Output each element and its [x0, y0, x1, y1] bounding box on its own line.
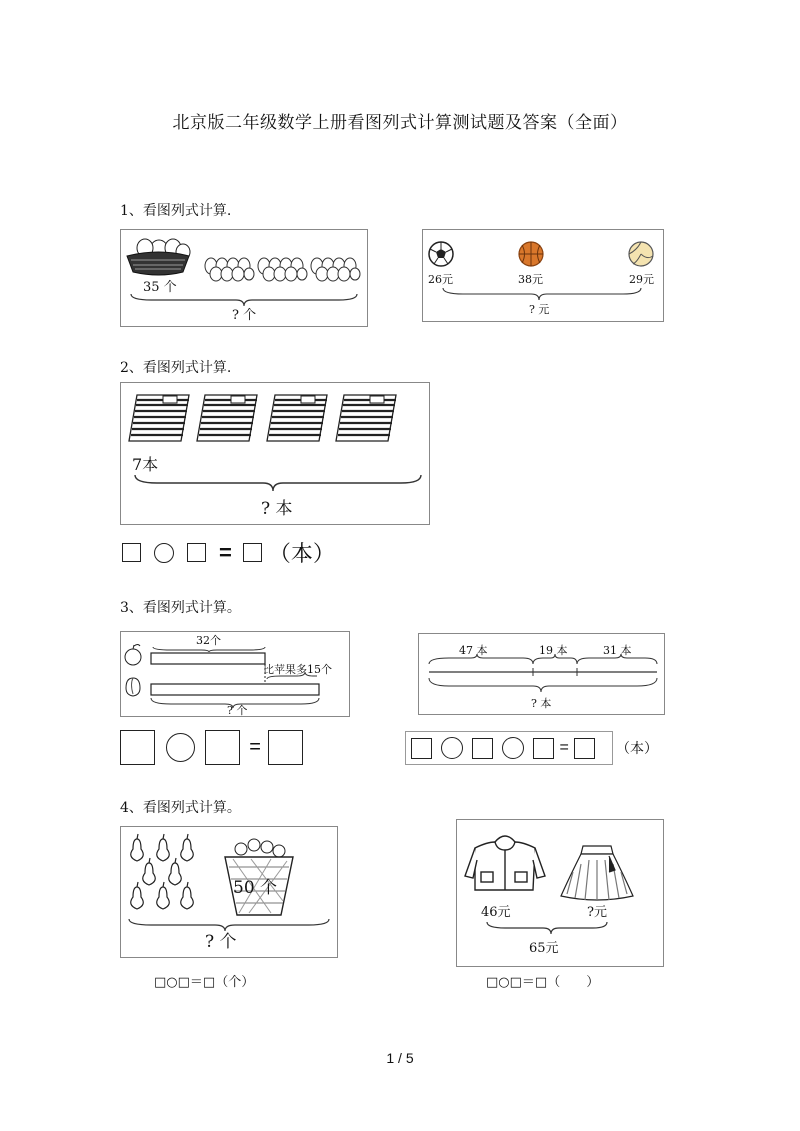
q4-right-total: 65元	[529, 941, 559, 956]
basketball-icon	[519, 242, 543, 266]
brace-icon	[443, 288, 641, 300]
q4-right-figure	[456, 819, 664, 967]
answer-box[interactable]	[243, 543, 262, 562]
price-label: 29元	[629, 273, 654, 286]
answer-box[interactable]	[120, 730, 155, 765]
q3-right-figure	[418, 633, 665, 715]
brace-icon	[131, 294, 357, 306]
coat-icon	[465, 836, 545, 890]
peach-bar	[151, 684, 319, 695]
q1-left-figure	[120, 229, 368, 327]
volleyball-icon	[629, 242, 653, 266]
q3-right-unit: （本）	[616, 741, 658, 757]
operator-circle[interactable]	[154, 543, 174, 563]
segment-label: 31 本	[603, 644, 632, 657]
soccer-ball-icon	[429, 242, 453, 266]
page-number: 1 / 5	[386, 1050, 414, 1066]
brace-icon	[429, 678, 657, 692]
q4-basket-label: 50 个	[233, 878, 278, 898]
egg-group-icon	[205, 258, 254, 281]
answer-box[interactable]	[472, 738, 493, 759]
q3-top-label: 32个	[196, 634, 221, 647]
q4-coat-price: 46元	[481, 905, 511, 920]
question-3-label: 3、看图列式计算。	[120, 600, 241, 616]
answer-box[interactable]	[268, 730, 303, 765]
answer-box[interactable]	[574, 738, 595, 759]
skirt-icon	[561, 846, 633, 900]
pear-group-icon	[131, 834, 194, 909]
page-title: 北京版二年级数学上册看图列式计算测试题及答案（全面）	[172, 113, 628, 133]
apple-icon	[125, 645, 141, 666]
q4-left-total: ? 个	[205, 932, 237, 952]
q1-count-label: 35 个	[143, 280, 177, 295]
q3-right-formula-frame	[405, 731, 613, 765]
apple-bar	[151, 653, 265, 664]
q4-right-formula: □○□＝□（ ）	[486, 975, 600, 990]
q1-eggs-illustration	[121, 230, 367, 326]
segment-label: 19 本	[539, 644, 568, 657]
q4-left-formula: □○□＝□（个）	[154, 975, 255, 990]
book-stack-icon	[336, 395, 396, 441]
operator-circle[interactable]	[441, 737, 463, 759]
q2-formula	[122, 537, 335, 568]
price-label: 38元	[518, 273, 543, 286]
book-stack-icon	[197, 395, 257, 441]
brace-icon	[153, 647, 265, 652]
answer-box[interactable]	[187, 543, 206, 562]
q3-left-total: ? 个	[227, 704, 248, 716]
price-label: 26元	[428, 273, 453, 286]
pear-basket-icon	[225, 839, 293, 915]
q3-right-total: ? 本	[531, 697, 552, 710]
q3-left-formula	[120, 730, 303, 766]
equals-sign: =	[559, 739, 569, 756]
equals-sign: =	[249, 736, 261, 758]
egg-group-icon	[311, 258, 360, 281]
q1-right-total: ? 元	[529, 303, 550, 316]
q2-total-label: ? 本	[261, 499, 293, 519]
question-4-label: 4、看图列式计算。	[120, 800, 241, 816]
operator-circle[interactable]	[502, 737, 524, 759]
equals-sign: =	[219, 539, 232, 565]
answer-box[interactable]	[411, 738, 432, 759]
question-2-label: 2、看图列式计算.	[120, 360, 232, 376]
operator-circle[interactable]	[166, 733, 195, 762]
answer-box[interactable]	[122, 543, 141, 562]
answer-box[interactable]	[205, 730, 240, 765]
q3-side-label: 比苹果多15个	[263, 663, 332, 676]
q3-right-formula	[411, 737, 595, 759]
question-1-label: 1、看图列式计算.	[120, 203, 232, 219]
brace-icon	[135, 475, 421, 491]
q2-per-label: 7本	[132, 455, 159, 474]
book-stack-icon	[129, 395, 189, 441]
q3-left-figure	[120, 631, 350, 717]
q2-figure	[120, 382, 430, 525]
brace-icon	[487, 922, 607, 934]
q1-total-label: ? 个	[232, 308, 257, 323]
egg-basket-icon	[127, 239, 190, 275]
peach-icon	[126, 678, 140, 696]
book-stack-icon	[267, 395, 327, 441]
segment-label: 47 本	[459, 644, 488, 657]
brace-icon	[129, 919, 329, 931]
q4-left-figure	[120, 826, 338, 958]
answer-box[interactable]	[533, 738, 554, 759]
q1-right-figure	[422, 229, 664, 322]
egg-group-icon	[258, 258, 307, 281]
q4-skirt-price: ?元	[587, 905, 607, 920]
unit-label: （本）	[268, 542, 335, 567]
